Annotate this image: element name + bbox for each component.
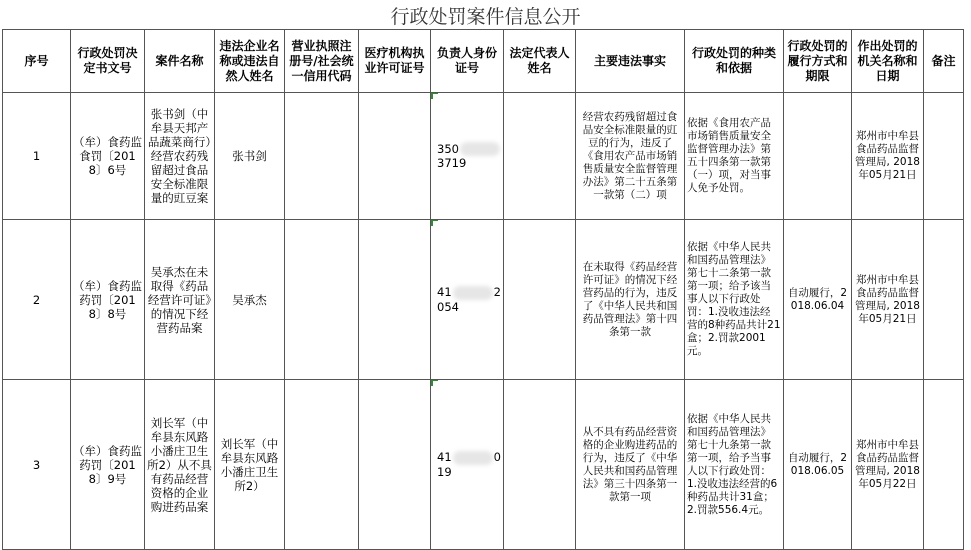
redaction-blur	[453, 451, 493, 465]
cell-agency: 郑州市中牟县食品药品监督管理局, 2018年05月21日	[852, 93, 924, 220]
redaction-blur	[453, 286, 493, 300]
redaction-blur	[460, 142, 500, 156]
cell-exec: 自动履行，2018.06.04	[784, 220, 852, 380]
page-title: 行政处罚案件信息公开	[390, 6, 581, 28]
cell-doc-no: （牟）食药监药罚〔2018〕8号	[71, 220, 145, 380]
cell-corner-marker	[431, 220, 438, 227]
cell-agency: 郑州市中牟县食品药品监督管理局, 2018年05月22日	[852, 380, 924, 550]
header-seq: 序号	[3, 30, 71, 93]
header-facts: 主要违法事实	[576, 30, 685, 93]
header-legal-rep: 法定代表人姓名	[504, 30, 576, 93]
cell-doc-no: （牟）食药监食罚〔2018〕6号	[71, 93, 145, 220]
header-exec: 行政处罚的履行方式和期限	[784, 30, 852, 93]
cell-seq: 3	[3, 380, 71, 550]
penalty-table	[2, 29, 964, 550]
header-basis: 行政处罚的种类和依据	[685, 30, 784, 93]
cell-facts: 经营农药残留超过食品安全标准限量的豇豆的行为，违反了《食用农产品市场销售质量安全监督管理办法》第二十五条第一款第（二）项	[576, 93, 685, 220]
cell-basis: 依据《中华人民共和国药品管理法》第七十二条第一款第一项；给予该当事人以下行政处罚：1.没收违法经营的8种药品共计21盒；2.罚款2001元。	[685, 220, 784, 380]
cell-facts: 从不具有药品经营资格的企业购进药品的行为，违反了《中华人民共和国药品管理法》第三十四条第一款第一项	[576, 380, 685, 550]
cell-license	[285, 220, 359, 380]
cell-id-no	[431, 220, 504, 380]
header-id-no: 负责人身份证号	[431, 30, 504, 93]
table-row	[3, 220, 964, 380]
cell-license	[285, 93, 359, 220]
id-prefix: 41	[437, 450, 452, 465]
cell-party: 吴承杰	[215, 220, 285, 380]
cell-med-license	[359, 93, 431, 220]
cell-facts: 在未取得《药品经营许可证》的情况下经营药品的行为，违反了《中华人民共和国药品管理法》第十四条第一款	[576, 220, 685, 380]
header-party: 违法企业名称或违法自然人姓名	[215, 30, 285, 93]
cell-note	[924, 220, 964, 380]
cell-corner-marker	[431, 380, 438, 387]
cell-id-no	[431, 380, 504, 550]
cell-case-name: 张书剑（中牟县天邦产品蔬菜商行）经营农药残留超过食品安全标准限量的豇豆案	[145, 93, 215, 220]
cell-note	[924, 380, 964, 550]
cell-legal-rep	[504, 93, 576, 220]
cell-seq: 1	[3, 93, 71, 220]
id-suffix: 3719	[437, 156, 467, 171]
cell-corner-marker	[431, 93, 438, 100]
header-agency: 作出处罚的机关名称和日期	[852, 30, 924, 93]
cell-agency: 郑州市中牟县食品药品监督管理局, 2018年05月21日	[852, 220, 924, 380]
cell-basis: 依据《中华人民共和国药品管理法》第七十九条第一款第一项，给予当事人以下行政处罚：1.没收违法经营的6种药品共计31盒；2.罚款556.4元。	[685, 380, 784, 550]
header-note: 备注	[924, 30, 964, 93]
header-med-license: 医疗机构执业许可证号	[359, 30, 431, 93]
header-case-name: 案件名称	[145, 30, 215, 93]
cell-note	[924, 93, 964, 220]
header-doc-no: 行政处罚决定书文号	[71, 30, 145, 93]
id-prefix: 41	[437, 285, 452, 300]
cell-legal-rep	[504, 380, 576, 550]
cell-exec	[784, 93, 852, 220]
id-suffix: 2054	[437, 285, 501, 314]
cell-med-license	[359, 380, 431, 550]
cell-legal-rep	[504, 220, 576, 380]
table-row	[3, 380, 964, 550]
cell-exec: 自动履行，2018.06.05	[784, 380, 852, 550]
id-prefix: 350	[437, 141, 459, 156]
cell-case-name: 刘长军（中牟县东风路小潘庄卫生所2）从不具有药品经营资格的企业购进药品案	[145, 380, 215, 550]
cell-license	[285, 380, 359, 550]
id-suffix: 019	[437, 450, 501, 479]
cell-seq: 2	[3, 220, 71, 380]
cell-med-license	[359, 220, 431, 380]
cell-case-name: 吴承杰在未取得《药品经营许可证》的情况下经营药品案	[145, 220, 215, 380]
cell-party: 张书剑	[215, 93, 285, 220]
cell-doc-no: （牟）食药监药罚〔2018〕9号	[71, 380, 145, 550]
header-license: 营业执照注册号/社会统一信用代码	[285, 30, 359, 93]
header-row	[3, 30, 964, 93]
cell-party: 刘长军（中牟县东风路小潘庄卫生所2）	[215, 380, 285, 550]
cell-basis: 依据《食用农产品市场销售质量安全监督管理办法》第五十四条第一款第（一）项，对当事人免予处罚。	[685, 93, 784, 220]
cell-id-no	[431, 93, 504, 220]
table-row	[3, 93, 964, 220]
